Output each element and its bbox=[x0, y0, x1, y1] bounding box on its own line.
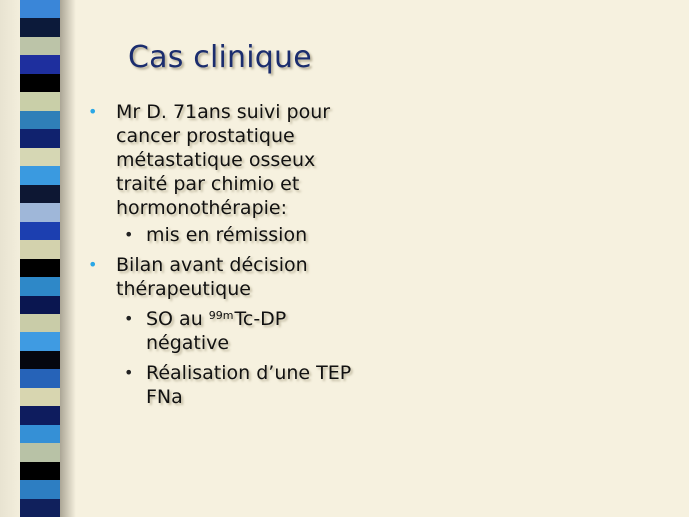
stripe-segment bbox=[20, 388, 60, 406]
stripe-segment bbox=[20, 499, 60, 517]
bullet-text-suffix: Tc-DP bbox=[234, 308, 287, 330]
stripe-segment bbox=[20, 92, 60, 110]
decorative-stripe-bar bbox=[20, 0, 60, 517]
stripe-segment bbox=[20, 203, 60, 221]
stripe-segment bbox=[20, 222, 60, 240]
stripe-segment bbox=[20, 74, 60, 92]
bullet-item-bilan bbox=[88, 253, 648, 301]
sub-bullet-scintigraphy bbox=[88, 307, 648, 355]
stripe-segment bbox=[20, 166, 60, 184]
stripe-segment bbox=[20, 259, 60, 277]
stripe-segment bbox=[20, 18, 60, 36]
stripe-segment bbox=[20, 0, 60, 18]
stripe-segment bbox=[20, 185, 60, 203]
stripe-segment bbox=[20, 406, 60, 424]
sub-bullet-remission bbox=[88, 223, 648, 247]
bullet-line: Bilan avant décision bbox=[116, 254, 308, 276]
bullet-line bbox=[146, 307, 648, 331]
bullet-line: négative bbox=[146, 332, 230, 354]
bullet-text-prefix: SO au bbox=[146, 308, 209, 330]
stripe-segment bbox=[20, 369, 60, 387]
bullet-line: mis en rémission bbox=[146, 224, 308, 246]
bullet-item-patient bbox=[88, 100, 648, 220]
bullet-line: traité par chimio et bbox=[116, 173, 300, 195]
stripe-segment bbox=[20, 55, 60, 73]
stripe-segment bbox=[20, 351, 60, 369]
stripe-segment bbox=[20, 462, 60, 480]
isotope-superscript: 99m bbox=[208, 309, 234, 322]
stripe-segment bbox=[20, 277, 60, 295]
bullet-line: thérapeutique bbox=[116, 278, 251, 300]
bullet-list bbox=[88, 100, 648, 409]
stripe-segment bbox=[20, 425, 60, 443]
bullet-line: Mr D. 71ans suivi pour bbox=[116, 101, 331, 123]
bullet-line: Réalisation d’une TEP bbox=[146, 362, 352, 384]
bullet-icon: • bbox=[88, 102, 98, 121]
stripe-segment bbox=[20, 480, 60, 498]
bullet-line: métastatique osseux bbox=[116, 149, 316, 171]
stripe-segment bbox=[20, 443, 60, 461]
sub-bullet-tep bbox=[88, 361, 648, 409]
sub-bullet-icon: • bbox=[124, 363, 134, 382]
bullet-line: cancer prostatique bbox=[116, 125, 295, 147]
bullet-icon: • bbox=[88, 255, 98, 274]
sub-bullet-icon: • bbox=[124, 225, 134, 244]
stripe-segment bbox=[20, 240, 60, 258]
slide-left-margin bbox=[0, 0, 20, 517]
stripe-shadow bbox=[60, 0, 76, 517]
bullet-line: FNa bbox=[146, 386, 183, 408]
stripe-segment bbox=[20, 296, 60, 314]
stripe-segment bbox=[20, 111, 60, 129]
stripe-segment bbox=[20, 129, 60, 147]
stripe-segment bbox=[20, 314, 60, 332]
stripe-segment bbox=[20, 332, 60, 350]
bullet-line: hormonothérapie: bbox=[116, 197, 288, 219]
sub-bullet-icon: • bbox=[124, 309, 134, 328]
stripe-segment bbox=[20, 148, 60, 166]
slide-title: Cas clinique bbox=[128, 40, 312, 75]
stripe-segment bbox=[20, 37, 60, 55]
